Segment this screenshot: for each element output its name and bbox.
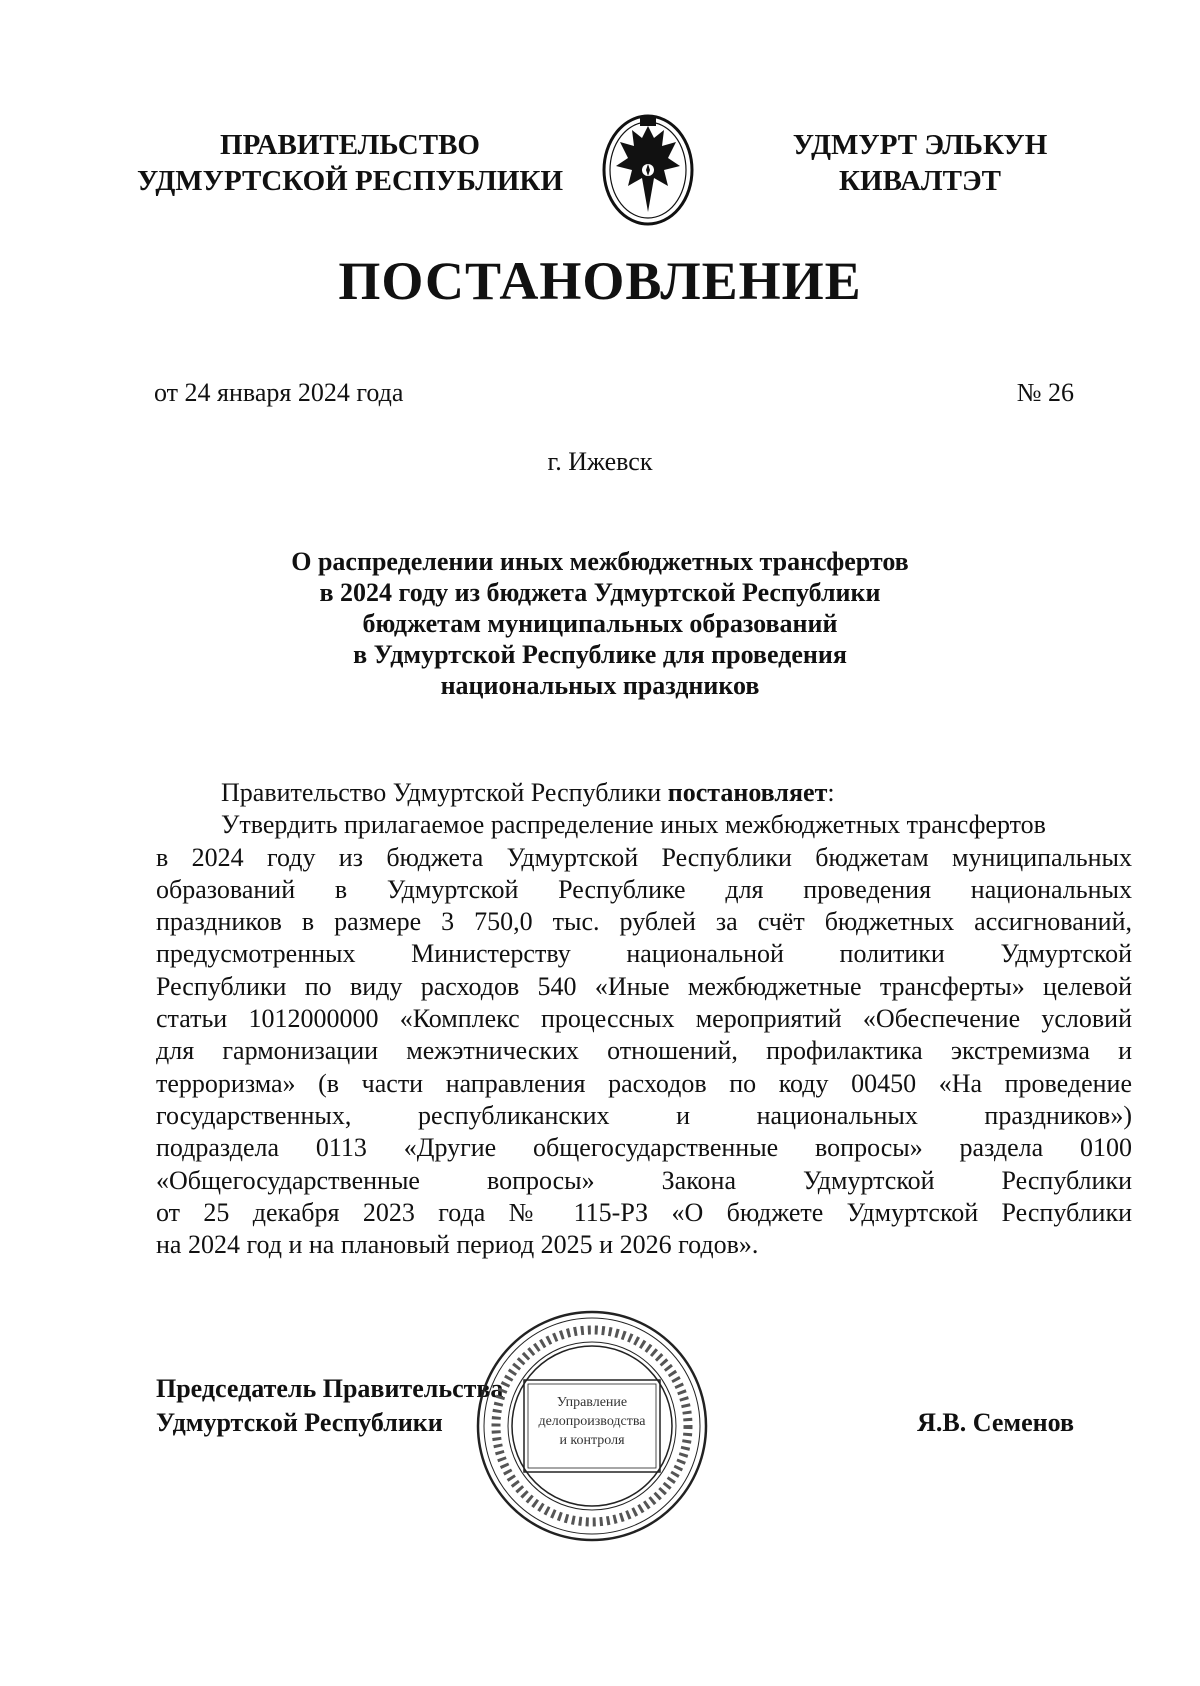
signature-position-line2: Удмуртской Республики: [156, 1408, 443, 1437]
body-line: праздников в размере 3 750,0 тыс. рублей за счёт бюджетных ассигнований,: [156, 907, 1132, 937]
document-subject: [240, 546, 960, 701]
header-left: [120, 127, 580, 199]
subject-line: национальных праздников: [440, 671, 760, 700]
body-line: на 2024 год и на плановый период 2025 и 2026 годов».: [156, 1230, 759, 1260]
signature-position: [156, 1372, 503, 1440]
document-body: [156, 777, 1132, 1261]
body-line: Республики по виду расходов 540 «Иные межбюджетные трансферты» целевой: [156, 971, 1132, 1001]
stamp-line: Управление: [556, 1395, 628, 1410]
body-line: терроризма» (в части направления расходов по коду 00450 «На проведение: [156, 1068, 1132, 1098]
stamp-line: делопроизводства: [538, 1414, 646, 1429]
preamble-text: Правительство Удмуртской Республики: [221, 778, 668, 807]
document-type-title: ПОСТАНОВЛЕНИЕ: [338, 251, 862, 311]
body-line: от 25 декабря 2023 года № 115-РЗ «О бюджете Удмуртской Республики: [156, 1197, 1132, 1227]
body-line: подраздела 0113 «Другие общегосударственные вопросы» раздела 0100: [156, 1133, 1132, 1163]
document-date: от 24 января 2024 года: [154, 378, 404, 407]
header-left-line1: ПРАВИТЕЛЬСТВО: [220, 129, 480, 161]
signatory-name: Я.В. Семенов: [917, 1408, 1074, 1437]
body-line: в 2024 году из бюджета Удмуртской Республики бюджетам муниципальных: [156, 842, 1132, 872]
header-right-line2: КИВАЛТЭТ: [838, 165, 1001, 197]
header-right-line1: УДМУРТ ЭЛЬКУН: [792, 129, 1048, 161]
body-line: Утвердить прилагаемое распределение иных межбюджетных трансфертов: [221, 810, 1046, 840]
stamp-text: [527, 1393, 657, 1450]
body-line: «Общегосударственные вопросы» Закона Удмуртской Республики: [156, 1165, 1132, 1195]
document-number: № 26: [1016, 378, 1074, 407]
subject-line: в 2024 году из бюджета Удмуртской Республики: [319, 578, 881, 607]
body-line: для гармонизации межэтнических отношений, профилактика экстремизма и: [156, 1036, 1132, 1066]
body-line: образований в Удмуртской Республике для проведения национальных: [156, 874, 1132, 904]
preamble: [156, 777, 1132, 809]
preamble-verb: постановляет: [667, 778, 828, 807]
body-line: предусмотренных Министерству национальной политики Удмуртской: [156, 939, 1132, 969]
preamble-tail: :: [827, 778, 835, 807]
signature-position-line1: Председатель Правительства: [156, 1374, 504, 1403]
body-line: государственных, республиканских и национальных праздников»): [156, 1100, 1132, 1130]
document-city: г. Ижевск: [547, 447, 653, 476]
subject-line: О распределении иных межбюджетных трансфертов: [291, 547, 909, 576]
emblem-icon: [598, 108, 698, 228]
stamp-line: и контроля: [559, 1433, 625, 1448]
header-left-line2: УДМУРТСКОЙ РЕСПУБЛИКИ: [136, 165, 564, 197]
subject-line: бюджетам муниципальных образований: [362, 609, 838, 638]
body-line: статьи 1012000000 «Комплекс процессных мероприятий «Обеспечение условий: [156, 1004, 1132, 1034]
subject-line: в Удмуртской Республике для проведения: [353, 640, 847, 669]
header-right: [770, 127, 1070, 199]
